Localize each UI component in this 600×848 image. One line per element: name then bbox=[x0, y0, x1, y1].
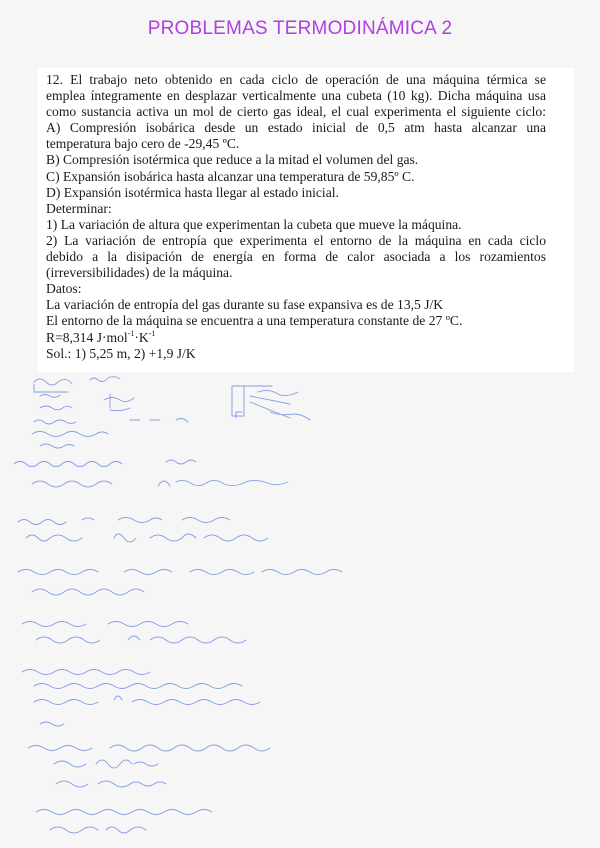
problem-line: C) Expansión isobárica hasta alcanzar una temperatura de 59,85º C. bbox=[46, 168, 415, 184]
handwriting-scribbles bbox=[0, 372, 600, 848]
problem-line: D) Expansión isotérmica hasta llegar al estado inicial. bbox=[46, 184, 339, 200]
solution-line: Sol.: 1) 5,25 m, 2) +1,9 J/K bbox=[46, 345, 196, 361]
problem-line: (irreversibilidades) de la máquina. bbox=[46, 265, 233, 281]
problem-line: B) Compresión isotérmica que reduce a la mitad el volumen del gas. bbox=[46, 152, 419, 168]
problem-line: 2) La variación de entropía que experimenta el entorno de la máquina en cada ciclo bbox=[46, 232, 546, 248]
gas-constant-line: R=8,314 $J\cdot mol^{-1}\cdot K^{-1}$ bbox=[46, 328, 156, 345]
problem-line: A) Compresión isobárica desde un estado inicial de 0,5 atm hasta alcanzar una bbox=[46, 120, 546, 136]
page-title: PROBLEMAS TERMODINÁMICA 2 bbox=[147, 18, 453, 39]
problem-line: debido a la disipación de energía en forma de calor asociada a los rozamientos bbox=[46, 249, 546, 265]
problem-line: 12. El trabajo neto obtenido en cada ciclo de operación de una máquina térmica se bbox=[46, 72, 546, 87]
problem-line: Datos: bbox=[46, 281, 82, 297]
problem-line: Determinar: bbox=[46, 200, 112, 216]
problem-line: temperatura bajo cero de -29,45 ºC. bbox=[46, 136, 240, 152]
problem-line: El entorno de la máquina se encuentra a una temperatura constante de 27 ºC. bbox=[46, 313, 463, 329]
problem-line: 1) La variación de altura que experimentan la cubeta que mueve la máquina. bbox=[46, 216, 462, 232]
problem-line: como sustancia activa un mol de cierto gas ideal, el cual experimenta el siguiente ciclo: bbox=[46, 104, 546, 120]
problem-line: emplea íntegramente en desplazar verticalmente una cubeta (10 kg). Dicha máquina usa bbox=[46, 88, 546, 104]
problem-line: La variación de entropía del gas durante su fase expansiva es de 13,5 J/K bbox=[46, 297, 444, 313]
handwritten-notes bbox=[0, 372, 600, 848]
problem-statement bbox=[46, 72, 546, 362]
